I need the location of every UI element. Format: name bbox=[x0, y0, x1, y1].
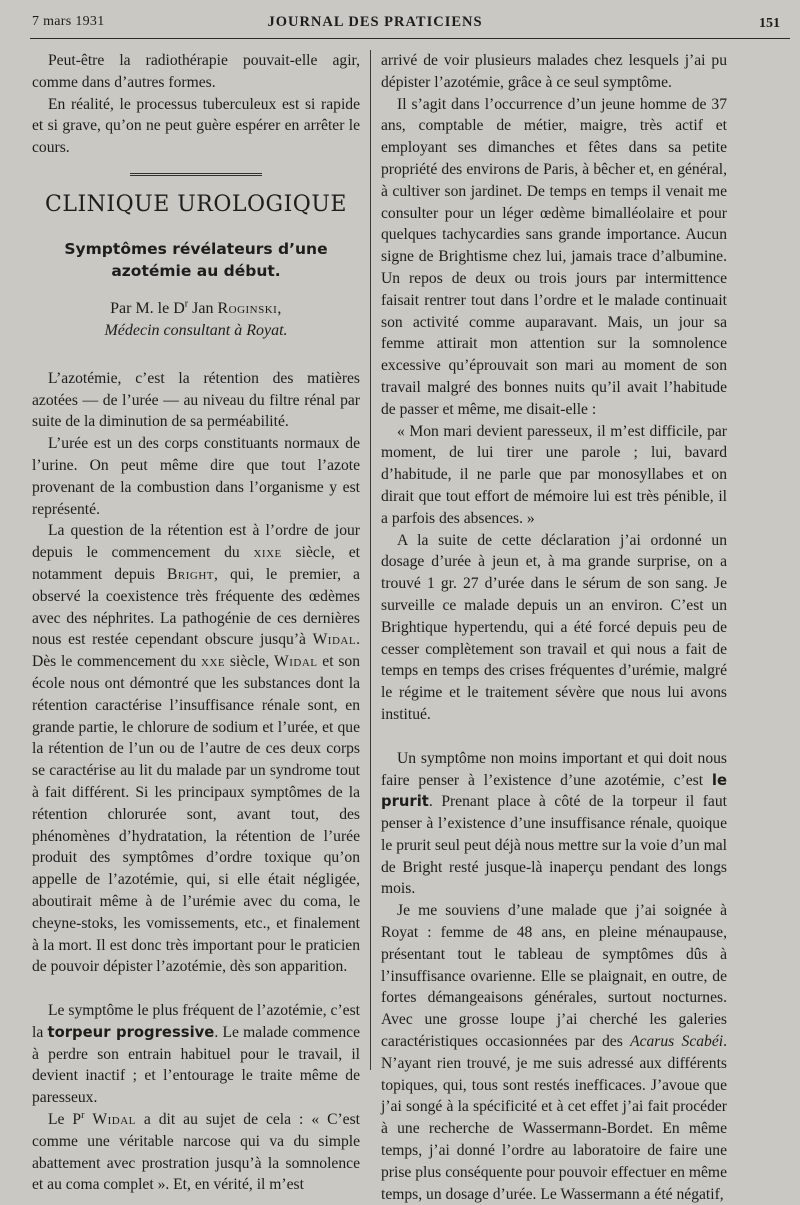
right-column bbox=[381, 50, 727, 1205]
header-rule bbox=[30, 38, 790, 39]
paragraph-continuation: arrivé de voir plusieurs malades chez lesquels j’ai pu dépister l’azotémie, grâce à ce seul symptôme. bbox=[381, 52, 727, 91]
left-column bbox=[32, 50, 360, 1196]
journal-title: JOURNAL DES PRATICIENS bbox=[267, 14, 483, 30]
author-line: Par M. le $D^r$ Jan Roginski, bbox=[110, 298, 282, 317]
article-title: Symptômes révélateurs d’une azotémie au début. bbox=[64, 239, 328, 280]
paragraph-dosage: A la suite de cette déclaration j’ai ordonné un dosage d’urée à jeun et, à ma grande surprise, on a trouvé 1 gr. 27 d’urée dans le sérum de son sang. Je surveille ce malade depuis un an environ. C’est un Brightique hypertendu, qui a été forcé depuis peu de cesser complètement son travail et qui nous a fait de temps en temps des crises fréquentes d’urémie, malgré le régime et le traitement sévère que nous lui avons institué. bbox=[381, 531, 727, 723]
paragraph-spacer bbox=[32, 978, 360, 1000]
column-divider bbox=[370, 50, 371, 1070]
intro-paragraph-2: En réalité, le processus tuberculeux est si rapide et si grave, qu’on ne peut guère espérer en arrêter le cours. bbox=[32, 95, 360, 157]
paragraph-wife-quote: « Mon mari devient paresseux, il m’est difficile, par moment, de lui tirer une parole ; lui, bavard d’habitude, il ne parle que par monosyllabes et on dirait que tout effort de mémoire lui est très pénible, il a parfois des absences. » bbox=[381, 422, 727, 527]
paragraph-uree: L’urée est un des corps constituants normaux de l’urine. On peut même dire que tout l’azote provenant de la combustion dans l’organisme y est représenté. bbox=[32, 435, 360, 518]
page-number: 151 bbox=[759, 16, 780, 31]
section-title: CLINIQUE UROLOGIQUE bbox=[45, 191, 347, 217]
running-header bbox=[30, 12, 780, 40]
paragraph-widal-quote: Le $P^r$ Widal a dit au sujet de cela : « C’est comme une véritable narcose qui va du simple abattement avec prostration jusqu’à la somnolence et au coma complet ». Et, en vérité, il m’est bbox=[32, 1109, 360, 1194]
paragraph-history: La question de la rétention est à l’ordre de jour depuis le commencement du xixe siècle, et notamment depuis Bright, qui, le premier, a observé la coexistence très fréquente des œdèmes avec des néphrites. La pathogénie de ces dernières nous est restée cependant obscure jusqu’à Widal. Dès le commencement du xxe siècle, Widal et son école nous ont démontré que les substances dont la rétention caractérise l’insuffisance rénale sont, en grande partie, le chlorure de sodium et l’urée, et que la rétention de l’un ou de l’autre de ces deux corps se caractérise au lit du malade par un syndrome tout à fait différent. Si les principaux symptômes de la rétention chlorurée sont, avant tout, des phénomènes d’hydratation, la rétention de l’urée produit des symptômes d’ordre toxique qu’on appelle de l’azotémie, qui, si elle était négligée, aboutirait même à de l’urémie avec du coma, le cheyne-stoks, les vomissements, etc., et finalement à la mort. Il est donc très important pour le praticien de pouvoir dépister l’azotémie, dès son apparition. bbox=[32, 522, 360, 976]
issue-date: 7 mars 1931 bbox=[32, 14, 105, 29]
paragraph-definition: L’azotémie, c’est la rétention des matières azotées — de l’urée — au niveau du filtre rénal par suite de la diminution de sa perméabilité. bbox=[32, 369, 360, 431]
paragraph-case-2: Je me souviens d’une malade que j’ai soignée à Royat : femme de 48 ans, en pleine ménaupause, présentant tout le tableau de symptômes dûs à l’insuffisance ovarienne. Elle se plaignait, en outre, de fortes démangeaisons générales, surtout nocturnes. Avec une grosse loupe j’ai cherché les galeries caractéristiques occasionnées par des Acarus Scabéi. N’ayant rien trouvé, je me suis adressé aux différents topiques, qui, tous sont restés inefficaces. J’avoue que j’ai songé à la spécificité et à cet effet j’ai fait procéder à une recherche de Wassermann-Bordet. En même temps, j’ai donné l’ordre au laboratoire de faire une prise plus conséquente pour pouvoir effectuer en même temps, un dosage d’urée. Le Wassermann a été négatif, bbox=[381, 902, 727, 1203]
paragraph-torpeur: Le symptôme le plus fréquent de l’azotémie, c’est la torpeur progressive. Le malade commence à perdre son entrain habituel pour le travail, il devient inactif ; et l’entourage le traite même de paresseux. bbox=[32, 1002, 360, 1107]
paragraph-case-1: Il s’agit dans l’occurrence d’un jeune homme de 37 ans, comptable de métier, maigre, très actif et employant ses dimanches et fêtes dans sa petite propriété des environs de Paris, à bêcher et, en général, à cultiver son jardinet. De temps en temps il venait me consulter pour un léger œdème bimalléolaire et pour quelques tachycardies sans grande importance. Aucun signe de Brightisme chez lui, jamais trace d’albumine. Un repos de deux ou trois jours par intermittence faisait rentrer tout dans l’ordre et le malade continuait son activité comme auparavant. Mais, un jour sa femme attirait mon attention sur la somnolence excessive qu’éprouvait son mari au moment de son travail malgré des bonnes nuits qu’il avait l’habitude de passer et même, me disait-elle : bbox=[381, 95, 727, 418]
author-role: Médecin consultant à Royat. bbox=[104, 321, 288, 339]
intro-paragraph-1: Peut-être la radiothérapie pouvait-elle agir, comme dans d’autres formes. bbox=[32, 52, 360, 91]
section-separator bbox=[130, 173, 262, 176]
author-last-name: Roginski, bbox=[217, 299, 282, 317]
paragraph-spacer bbox=[381, 726, 727, 748]
paragraph-prurit: Un symptôme non moins important et qui doit nous faire penser à l’existence d’une azotémie, c’est le prurit. Prenant place à côté de la torpeur il faut penser à l’existence d’une insuffisance rénale, quoique le prurit seul peut déjà nous mettre sur la voie d’un mal de Bright resté jusque-là inaperçu pendant des longs mois. bbox=[381, 749, 727, 898]
author-first-name: Jan bbox=[192, 299, 214, 317]
byline bbox=[32, 298, 360, 342]
